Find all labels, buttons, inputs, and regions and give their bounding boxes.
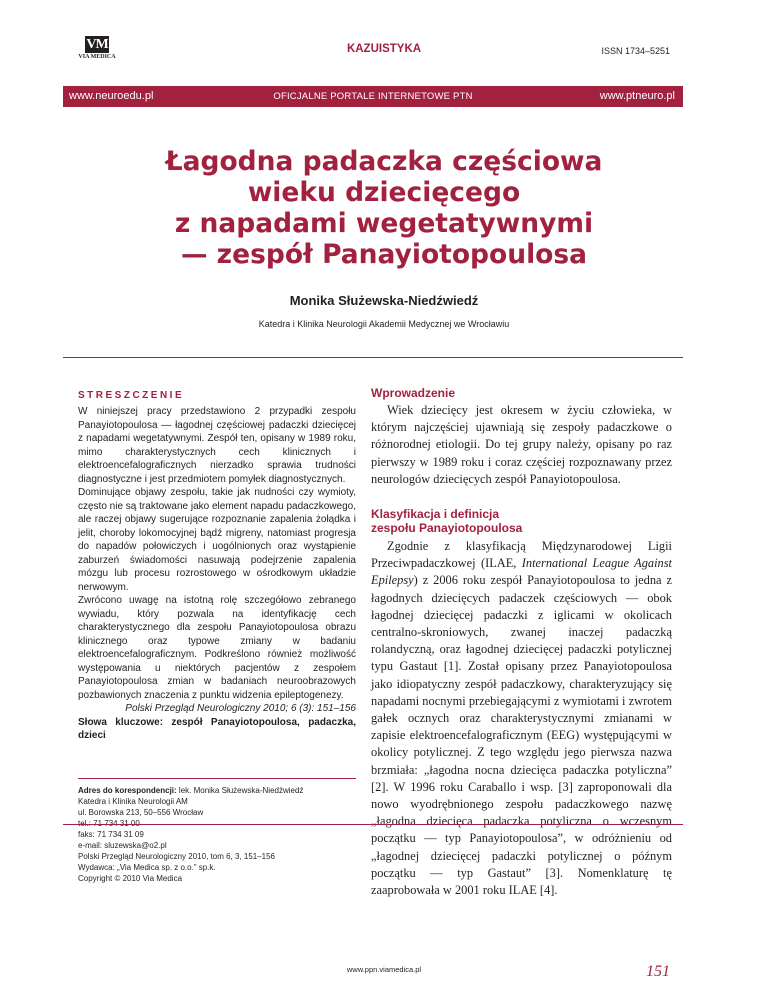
abstract-heading: STRESZCZENIE xyxy=(78,390,185,401)
intro-paragraph: Wiek dziecięcy jest okresem w życiu człowieka, w którym najczęściej ujawniają się zespoły padaczkowe o różnorodnej etiologii. Do tej grupy należy, opisany po raz pierwszy w 1989 roku i coraz częściej rozpoznawany przez neurologów dziecięcych zespół Panayiotopoulosa. xyxy=(371,403,672,486)
abstract-body xyxy=(78,405,356,743)
correspondence-name: lek. Monika Służewska-Niedźwiedź xyxy=(178,786,304,795)
logo-text: VIA MEDICA xyxy=(78,54,116,60)
classification-text xyxy=(371,538,672,899)
article-title xyxy=(0,146,768,270)
correspondence-line: Katedra i Klinika Neurologii AM xyxy=(78,797,188,806)
banner-link-neuroedu[interactable]: www.neuroedu.pl xyxy=(69,90,154,102)
classification-heading-line: zespołu Panayiotopoulosa xyxy=(371,521,523,536)
logo-mark: VM xyxy=(86,37,108,52)
correspondence-email[interactable]: e-mail: sluzewska@o2.pl xyxy=(78,841,167,850)
issn: ISSN 1734–5251 xyxy=(601,46,670,56)
classification-heading xyxy=(371,507,672,535)
classification-heading-line: Klasyfikacja i definicja xyxy=(371,507,500,522)
abstract-keywords: Słowa kluczowe: zespół Panayiotopoulosa, padaczka, dzieci xyxy=(78,716,356,741)
affiliation: Katedra i Klinika Neurologii Akademii Medycznej we Wrocławiu xyxy=(258,319,510,329)
abstract-paragraph: W niniejszej pracy przedstawiono 2 przypadki zespołu Panayiotopoulosa — łagodnej częściowej padaczki dziecięcej z napadami wegetatywnymi. Zespół ten, opisany w 1989 roku, mimo charakterystycznych cech klinicznych i elektroencefalograficznych nierzadko sprawia trudności diagnostyczne i jest przedmiotem pomyłek diagnostycznych. xyxy=(78,406,356,485)
abstract-paragraph: Dominujące objawy zespołu, takie jak nudności czy wymioty, często nie są traktowane jako element napadu padaczkowego, ale raczej objawy sugerujące rozpoznanie zapalenia żołądka i jelit, choroby lokomocyjnej bądź migreny, natomiast progresja do napadów połowiczych i uogólnionych oraz wystąpienie zaburzeń świadomości nasuwają podejrzenie zapalenia mózgu lub procesu rozrostowego w ośrodkowym układzie nerwowym. xyxy=(78,487,356,593)
classification-text-a: Zgodnie z klasyfikacją Międzynarodowej Ligii Przeciwpadaczkowej (ILAE, xyxy=(371,539,672,571)
intro-text xyxy=(371,402,672,488)
title-line: Łagodna padaczka częściowa xyxy=(165,146,603,177)
abstract-citation: Polski Przegląd Neurologiczny 2010; 6 (3): 151–156 xyxy=(125,703,356,714)
classification-text-b: ) z 2006 roku zespół Panayiotopoulosa to jedna z łagodnych dziecięcych padaczek częściowych — obok łagodnej dziecięcej padaczki z iglicami w okolicach centralno-skroniowych, zwanej inaczej padaczką rolandyczną, oraz łagodnej dziecięcej padaczki potylicznej typu Gastaut [1]. Został opisany przez Panayiotopoulosa jako idiopatyczny zespół padaczkowy, charakteryzujący się napadami nocnymi przebiegającymi z wymiotami i zwrotem gałek ocznych oraz charakterystycznymi zmianami w zapisie elektroencefalograficznym (EEG) występującymi w okolicy potylicznej. Z tego względu jego pierwsza nazwa brzmiała: „łagodna nocna dziecięca padaczka potyliczna” [2]. W 1996 roku Caraballo i wsp. [3] zaproponowali dla nowo wyodrębnionego zespołu padaczkowego nazwę „łagodna dziecięca padaczka potyliczna o wczesnym początku — typ Panayiotopoulosa”, w odróżnieniu od „łagodnej dziecięcej padaczki potylicznej o późnym początku — typ Gastaut” [3]. Nomenklaturę tę zaaprobowała w 2001 roku ILAE [4]. xyxy=(371,573,672,898)
correspondence-line: Wydawca: „Via Medica sp. z o.o.” sp.k. xyxy=(78,863,216,872)
correspondence-line: faks: 71 734 31 09 xyxy=(78,830,144,839)
footer-url[interactable]: www.ppn.viamedica.pl xyxy=(346,965,422,974)
main-text-column xyxy=(371,386,672,899)
author: Monika Służewska-Niedźwiedź xyxy=(289,293,479,308)
correspondence-divider xyxy=(78,778,356,779)
portal-banner xyxy=(63,86,683,107)
title-line: wieku dziecięcego xyxy=(247,177,521,208)
correspondence-line: ul. Borowska 213, 50–556 Wrocław xyxy=(78,808,204,817)
title-line: z napadami wegetatywnymi xyxy=(174,208,594,239)
title-line: — zespół Panayiotopoulosa xyxy=(180,239,588,270)
intro-heading: Wprowadzenie xyxy=(371,386,456,400)
section-label: KAZUISTYKA xyxy=(346,43,422,55)
correspondence xyxy=(78,785,363,884)
banner-link-ptneuro[interactable]: www.ptneuro.pl xyxy=(599,90,675,102)
bottom-divider xyxy=(63,824,683,825)
correspondence-line: Polski Przegląd Neurologiczny 2010, tom 6, 3, 151–156 xyxy=(78,852,276,861)
page-number: 151 xyxy=(646,963,670,980)
correspondence-label: Adres do korespondencji: xyxy=(78,786,177,795)
correspondence-line: Copyright © 2010 Via Medica xyxy=(78,874,183,883)
divider xyxy=(63,357,683,358)
banner-center-text: OFICJALNE PORTALE INTERNETOWE PTN xyxy=(273,91,473,102)
classification-text-italic: International League Against Epilepsy xyxy=(371,556,672,588)
abstract-paragraph: Zwrócono uwagę na istotną rolę szczegółowo zebranego wywiadu, który pozwala na identyfikację cech charakterystycznego dla zespołu Panayiotopoulosa obrazu klinicznego oraz typowe zmiany w badaniu elektroencefalograficznym. Podkreślono również możliwość występowania u niektórych pacjentów z zespołem Panayiotopoulosa zmian w badaniach neuroobrazowych pozbawionych znaczenia z punktu widzenia epileptogenezy. xyxy=(78,595,356,701)
correspondence-line: tel.: 71 734 31 00 xyxy=(78,819,140,828)
